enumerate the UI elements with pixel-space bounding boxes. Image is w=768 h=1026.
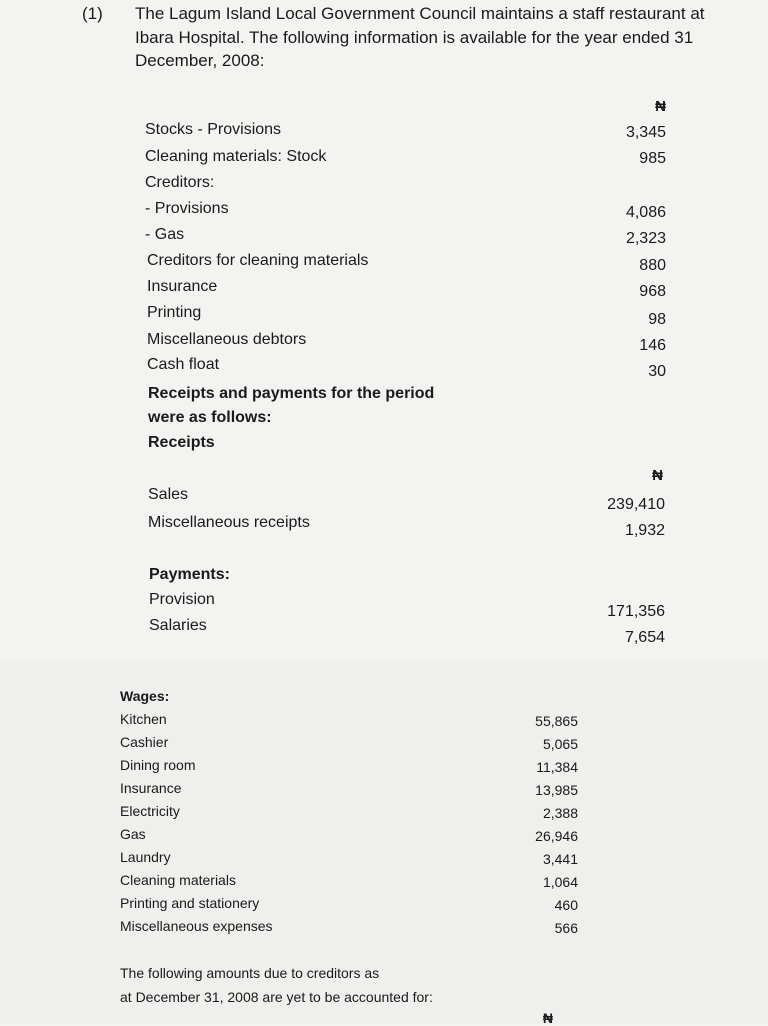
page-lower-section [0, 660, 768, 1024]
balance-amount: 30 [648, 363, 666, 380]
payment-label: Salaries [149, 617, 207, 634]
balance-amount: 968 [639, 283, 666, 300]
wage-amount: 55,865 [535, 713, 578, 729]
balance-amount: 985 [639, 150, 666, 167]
wage-amount: 460 [554, 897, 578, 913]
payment-amount: 7,654 [624, 629, 665, 646]
balance-label: Creditors: [145, 174, 215, 191]
payment-label: Provision [149, 591, 215, 608]
currency-header-receipts: ₦ [652, 467, 663, 484]
balance-amount: 2,323 [625, 230, 666, 247]
balance-label: Cash float [147, 356, 220, 373]
receipt-label: Miscellaneous receipts [148, 514, 310, 531]
wage-amount: 26,946 [535, 828, 578, 844]
receipt-amount: 239,410 [607, 496, 665, 513]
wages-heading: Wages: [120, 688, 170, 704]
payment-amount: 171,356 [607, 603, 665, 620]
wage-label: Printing and stationery [120, 895, 260, 911]
wage-label: Insurance [120, 780, 182, 796]
balance-amount: 3,345 [625, 124, 666, 141]
wage-label: Miscellaneous expenses [120, 918, 273, 934]
balance-amount: 880 [639, 257, 666, 274]
wage-amount: 3,441 [542, 851, 578, 867]
currency-header-footer: ₦ [542, 1010, 553, 1026]
intro-line-3: December, 2008: [135, 51, 265, 70]
balance-amount: 146 [639, 337, 666, 354]
footer-line-1: The following amounts due to creditors as [120, 965, 380, 981]
balance-amount: 4,086 [625, 204, 666, 221]
balance-label: Creditors for cleaning materials [147, 252, 369, 269]
balance-label: Printing [147, 304, 202, 321]
receipts-heading-line-3: Receipts [148, 434, 215, 451]
balance-amount: 98 [648, 311, 666, 328]
wage-label: Cleaning materials [120, 872, 236, 888]
receipts-heading-line-1: Receipts and payments for the period [148, 385, 435, 402]
wage-amount: 2,388 [542, 805, 578, 821]
wage-amount: 13,985 [535, 782, 578, 798]
balance-label: Stocks - Provisions [145, 121, 282, 138]
wage-label: Cashier [120, 734, 169, 750]
balance-label: Cleaning materials: Stock [145, 148, 327, 165]
receipts-heading-line-2: were as follows: [148, 409, 272, 426]
balance-label: - Gas [145, 226, 185, 243]
wage-amount: 5,065 [542, 736, 578, 752]
wage-amount: 11,384 [536, 759, 578, 775]
footer-line-2: at December 31, 2008 are yet to be accounted for: [120, 989, 433, 1005]
wage-label: Gas [120, 826, 146, 842]
balance-label: Miscellaneous debtors [147, 331, 307, 348]
wage-label: Laundry [120, 849, 171, 865]
intro-line-1: The Lagum Island Local Government Council maintains a staff restaurant at [135, 4, 705, 23]
balance-label: Insurance [147, 278, 218, 295]
wage-label: Dining room [120, 757, 196, 773]
wage-label: Electricity [120, 803, 180, 819]
receipt-label: Sales [148, 486, 189, 503]
balance-label: - Provisions [145, 200, 229, 217]
wage-amount: 1,064 [542, 874, 578, 890]
wage-label: Kitchen [120, 711, 167, 727]
intro-line-2: Ibara Hospital. The following information is available for the year ended 31 [135, 28, 694, 47]
currency-header-balances: ₦ [655, 98, 666, 115]
wage-amount: 566 [554, 920, 578, 936]
question-number: (1) [82, 4, 103, 23]
receipt-amount: 1,932 [624, 522, 665, 539]
payments-heading: Payments: [149, 566, 230, 583]
